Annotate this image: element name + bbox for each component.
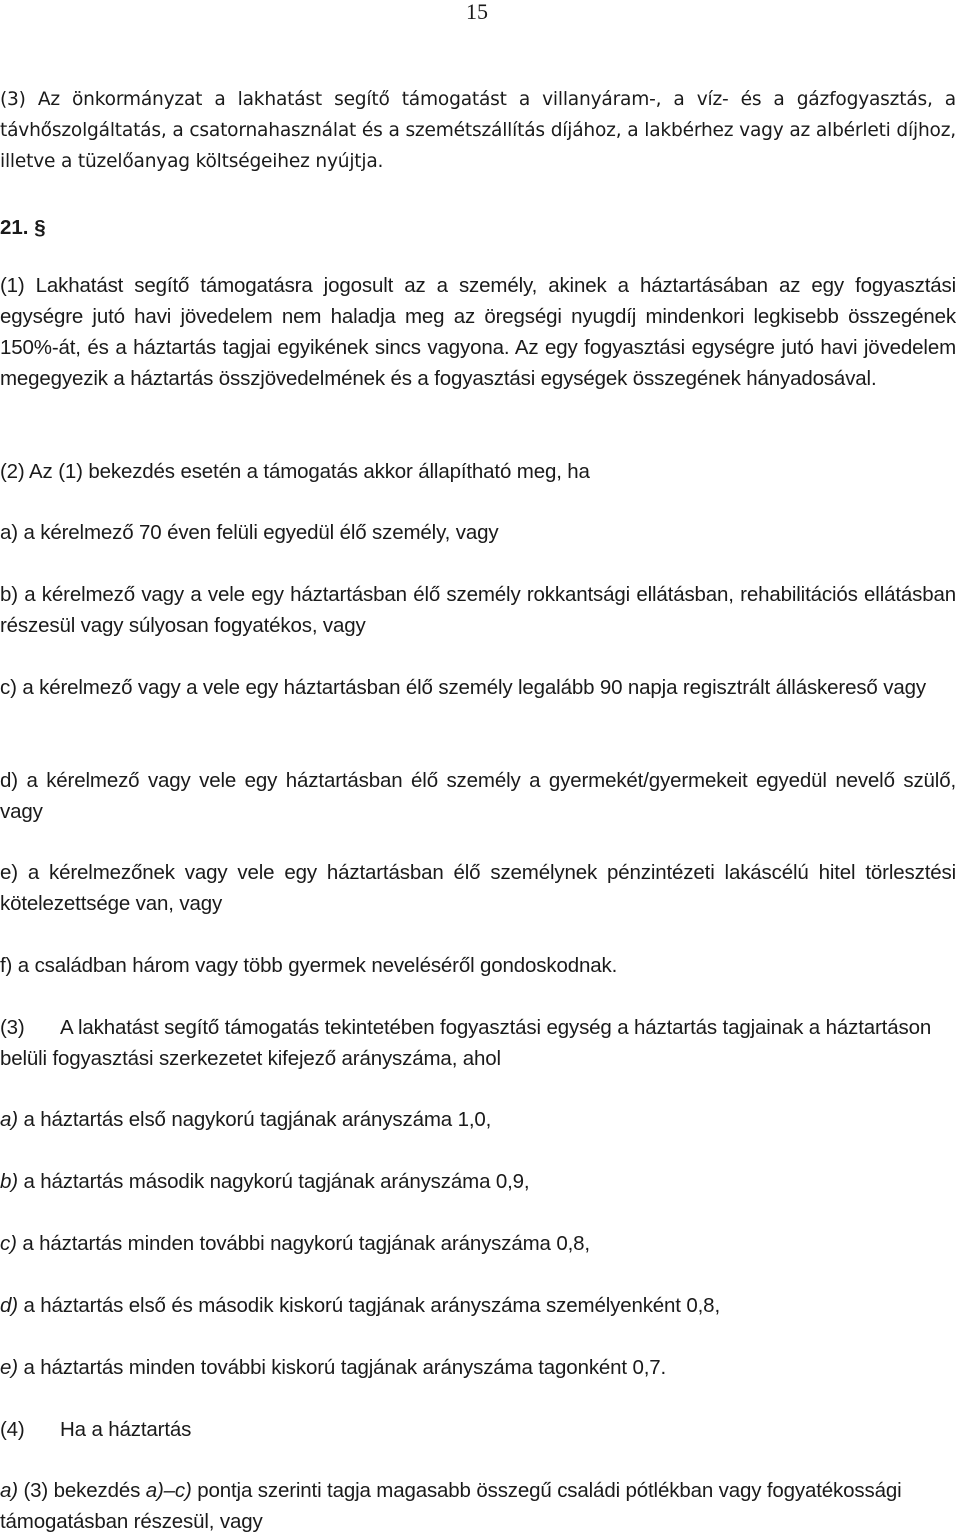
paragraph-4 bbox=[0, 1414, 956, 1445]
list-item-4a bbox=[0, 1475, 956, 1537]
list-reference: a)–c) bbox=[145, 1479, 192, 1502]
paragraph-1: (1) Lakhatást segítő támogatásra jogosult az a személy, akinek a háztartásában az egy fogyasztási egységre jutó havi jövedelem nem haladja meg az öregségi nyugdíj mindenkori legkisebb összegének 150%-át, és a háztartás tagjai egyikének sincs vagyona. Az egy fogyasztási egységre jutó havi jövedelem megegyezik a háztartás összjövedelmének és a fogyasztási egységek összegének hányadosával. bbox=[0, 274, 956, 390]
paragraph-3-text: A lakhatást segítő támogatás tekintetében fogyasztási egység a háztartás tagjainak a háztartáson belüli fogyasztási szerkezetet kifejező arányszáma, ahol bbox=[0, 1016, 932, 1070]
list-letter: a) bbox=[0, 1108, 18, 1131]
list-letter: b) bbox=[0, 1170, 18, 1193]
list-letter: c) bbox=[0, 1232, 17, 1255]
paragraph-2: (2) Az (1) bekezdés esetén a támogatás akkor állapítható meg, ha bbox=[0, 460, 590, 483]
list-item-3c bbox=[0, 1228, 956, 1259]
list-item-text: pontja szerinti tagja magasabb összegű családi pótlékban vagy fogyatékossági támogatásban részesül, vagy bbox=[0, 1479, 902, 1533]
list-item-2d: d) a kérelmező vagy vele egy háztartásban élő személy a gyermekét/gyermekeit egyedül nevelő szülő, vagy bbox=[0, 769, 956, 823]
list-letter: e) bbox=[0, 1356, 18, 1379]
list-item-2c: c) a kérelmező vagy a vele egy háztartásban élő személy legalább 90 napja regisztrált álláskereső vagy bbox=[0, 676, 926, 699]
section-heading: 21. § bbox=[0, 216, 46, 239]
list-letter: d) bbox=[0, 1294, 18, 1317]
list-item-3b bbox=[0, 1166, 956, 1197]
list-item-text: (3) bekezdés bbox=[17, 1479, 146, 1502]
paragraph-4-number: (4) bbox=[0, 1418, 25, 1441]
paragraph-intro-3: (3) Az önkormányzat a lakhatást segítő támogatást a villanyáram-, a víz- és a gázfogyasztás, a távhőszolgáltatás, a csatornahasználat és a szemétszállítás díjához, a lakbérhez vagy az albérleti díjhoz, illetve a tüzelőanyag költségeihez nyújtja. bbox=[0, 89, 956, 172]
list-item-text: a háztartás második nagykorú tagjának arányszáma 0,9, bbox=[17, 1170, 530, 1193]
paragraph-3 bbox=[0, 1012, 956, 1074]
list-item-3e bbox=[0, 1352, 956, 1383]
list-item-text: a háztartás első nagykorú tagjának arányszáma 1,0, bbox=[17, 1108, 492, 1131]
list-item-text: a háztartás minden további kiskorú tagjának arányszáma tagonként 0,7. bbox=[17, 1356, 667, 1379]
list-item-2e: e) a kérelmezőnek vagy vele egy háztartásban élő személynek pénzintézeti lakáscélú hitel törlesztési kötelezettsége van, vagy bbox=[0, 861, 956, 915]
paragraph-3-number: (3) bbox=[0, 1016, 25, 1039]
list-item-2f: f) a családban három vagy több gyermek neveléséről gondoskodnak. bbox=[0, 954, 618, 977]
list-item-3d bbox=[0, 1290, 956, 1321]
page-number: 15 bbox=[466, 0, 488, 24]
list-item-text: a háztartás első és második kiskorú tagjának arányszáma személyenként 0,8, bbox=[17, 1294, 720, 1317]
paragraph-4-text: Ha a háztartás bbox=[60, 1418, 192, 1441]
list-item-2a: a) a kérelmező 70 éven felüli egyedül élő személy, vagy bbox=[0, 521, 499, 544]
list-item-2b: b) a kérelmező vagy a vele egy háztartásban élő személy rokkantsági ellátásban, rehabilitációs ellátásban részesül vagy súlyosan fogyatékos, vagy bbox=[0, 583, 956, 637]
list-letter: a) bbox=[0, 1479, 18, 1502]
list-item-text: a háztartás minden további nagykorú tagjának arányszáma 0,8, bbox=[16, 1232, 590, 1255]
list-item-3a bbox=[0, 1104, 956, 1135]
